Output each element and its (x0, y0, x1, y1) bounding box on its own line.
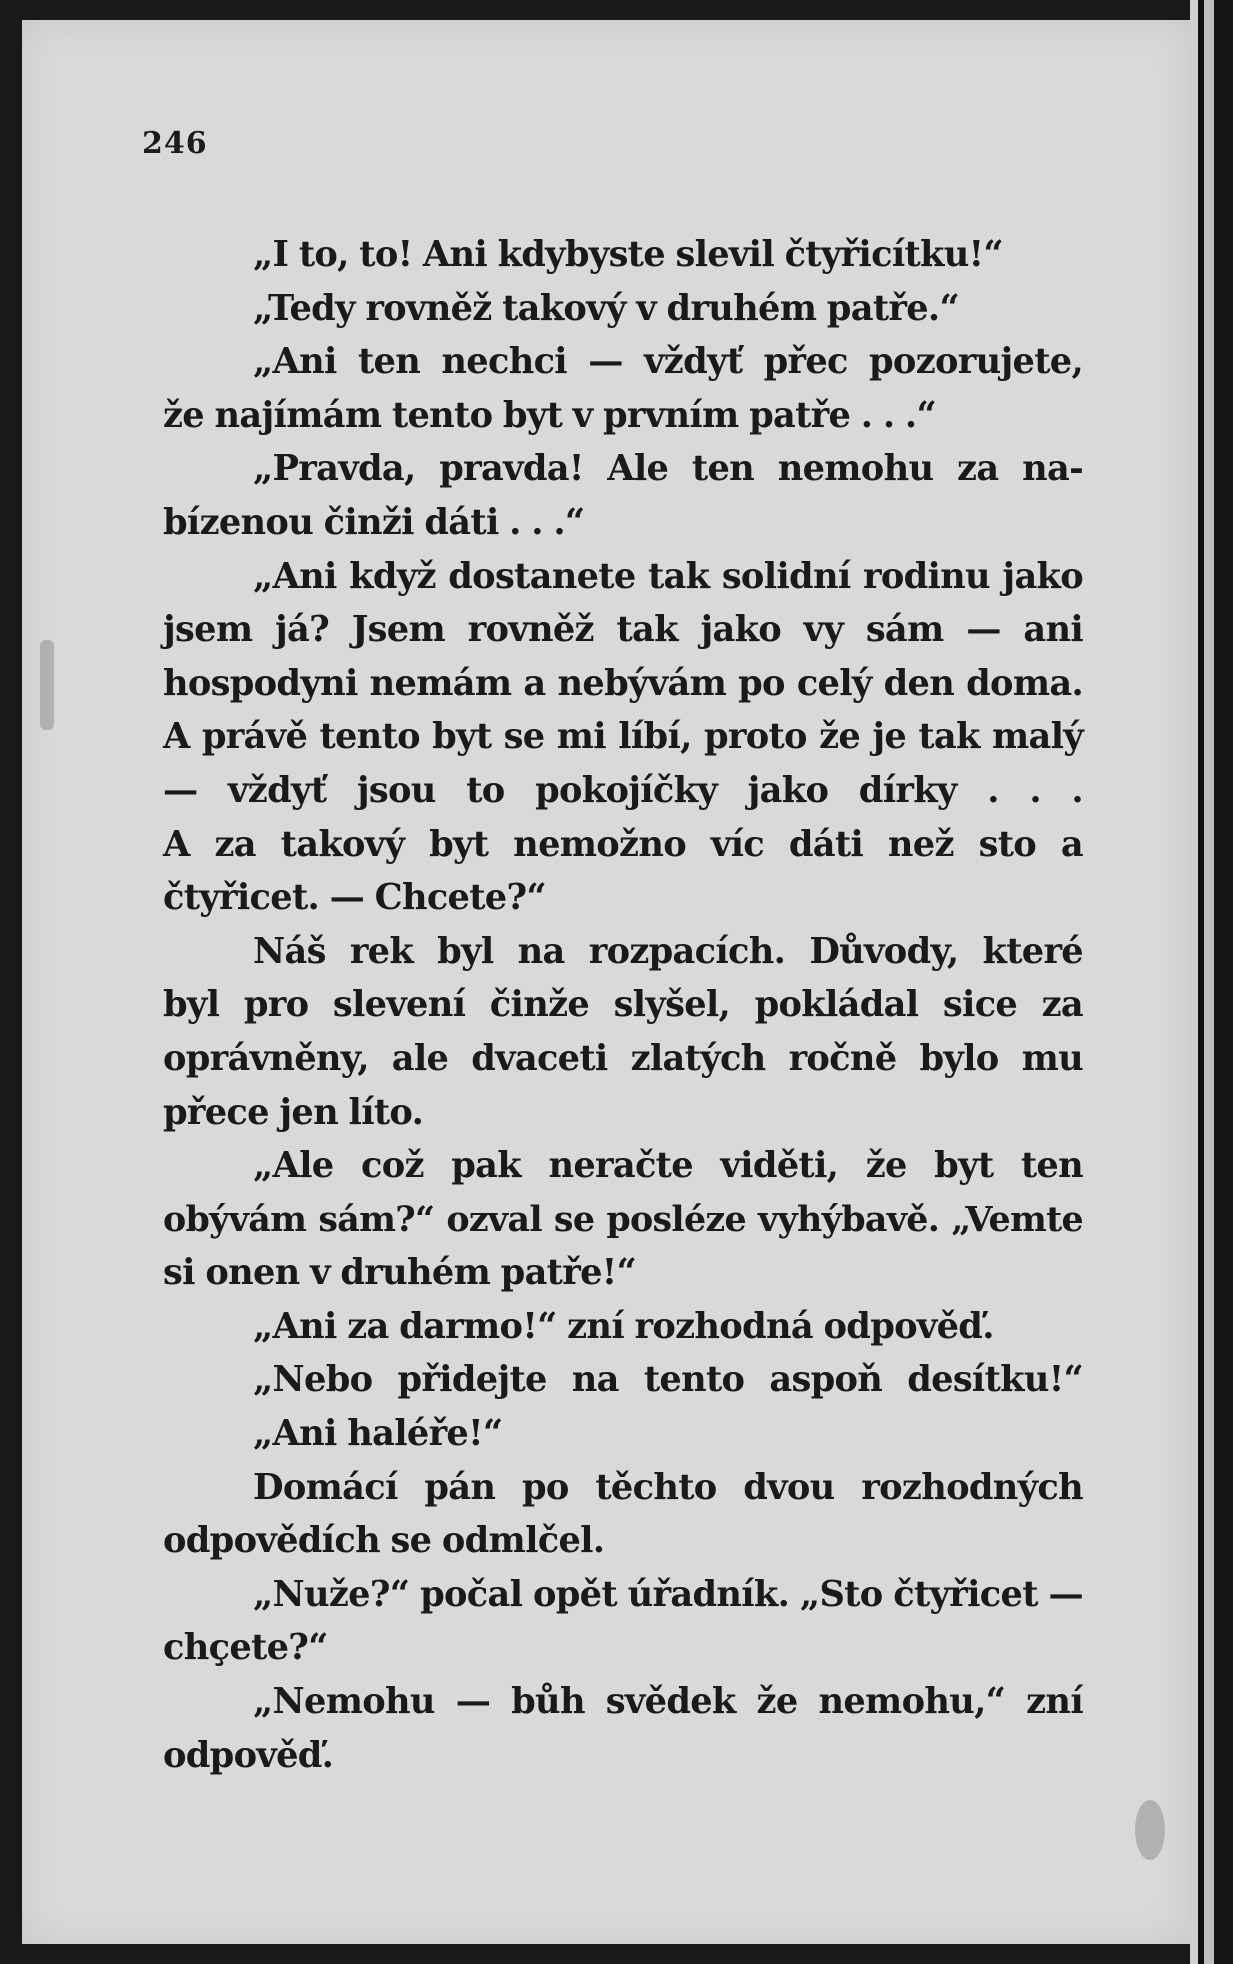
text-line: — vždyť jsou to pokojíčky jako dírky . . . (163, 769, 1083, 811)
text-line: jsem já? Jsem rovněž tak jako vy sám — ani (163, 609, 1083, 651)
text-line: bízenou činži dáti . . .“ (163, 501, 585, 543)
text-line: „Nuže?“ počal opět úřadník. „Sto čtyřicet — (253, 1573, 1083, 1615)
text-line: byl pro slevení činže slyšel, pokládal sice za (163, 984, 1083, 1026)
text-line: „Ani ten nechci — vždyť přec pozorujete, (253, 341, 1083, 383)
text-line: odpověď. (163, 1734, 334, 1776)
text-line: přece jen líto. (163, 1091, 424, 1133)
text-line: „Ale což pak neračte viděti, že byt ten (253, 1145, 1083, 1187)
text-line: „I to, to! Ani kdybyste slevil čtyřicítku!“ (253, 234, 1003, 275)
text-line: odpovědích se odmlčel. (163, 1520, 605, 1562)
text-line: že najímám tento byt v prvním patře . . .“ (163, 394, 937, 436)
page-gutter-edge (1190, 0, 1233, 1964)
text-line: „Tedy rovněž takový v druhém patře.“ (253, 287, 959, 329)
text-line: „Ani když dostanete tak solidní rodinu jako (253, 555, 1083, 597)
text-line: obývám sám?“ ozval se posléze vyhýbavě. „Vemte (163, 1198, 1083, 1240)
text-line: A za takový byt nemožno víc dáti než sto a (163, 823, 1083, 865)
page-number: 246 (142, 126, 208, 161)
text-line: Domácí pán po těchto dvou rozhodných (253, 1466, 1083, 1508)
text-line: oprávněny, ale dvaceti zlatých ročně bylo mu (163, 1037, 1083, 1079)
body-text (163, 228, 1083, 1782)
text-line: si onen v druhém patře!“ (163, 1252, 637, 1294)
text-line: hospodyni nemám a nebývám po celý den doma. (163, 662, 1083, 704)
text-line: „Nemohu — bůh svědek že nemohu,“ zní (253, 1681, 1083, 1723)
text-line: „Pravda, pravda! Ale ten nemohu za na- (253, 448, 1083, 490)
text-line: „Ani haléře!“ (253, 1413, 503, 1455)
text-line: chçete?“ (163, 1627, 328, 1669)
text-line: Náš rek byl na rozpacích. Důvody, které (253, 930, 1083, 972)
ink-smudge (40, 640, 54, 730)
text-line: čtyřicet. — Chcete?“ (163, 877, 546, 919)
ink-smudge (1135, 1800, 1165, 1860)
text-line: A právě tento byt se mi líbí, proto že je tak malý (163, 716, 1083, 758)
text-line: „Ani za darmo!“ zní rozhodná odpověď. (253, 1305, 994, 1347)
text-line: „Nebo přidejte na tento aspoň desítku!“ (253, 1359, 1083, 1401)
